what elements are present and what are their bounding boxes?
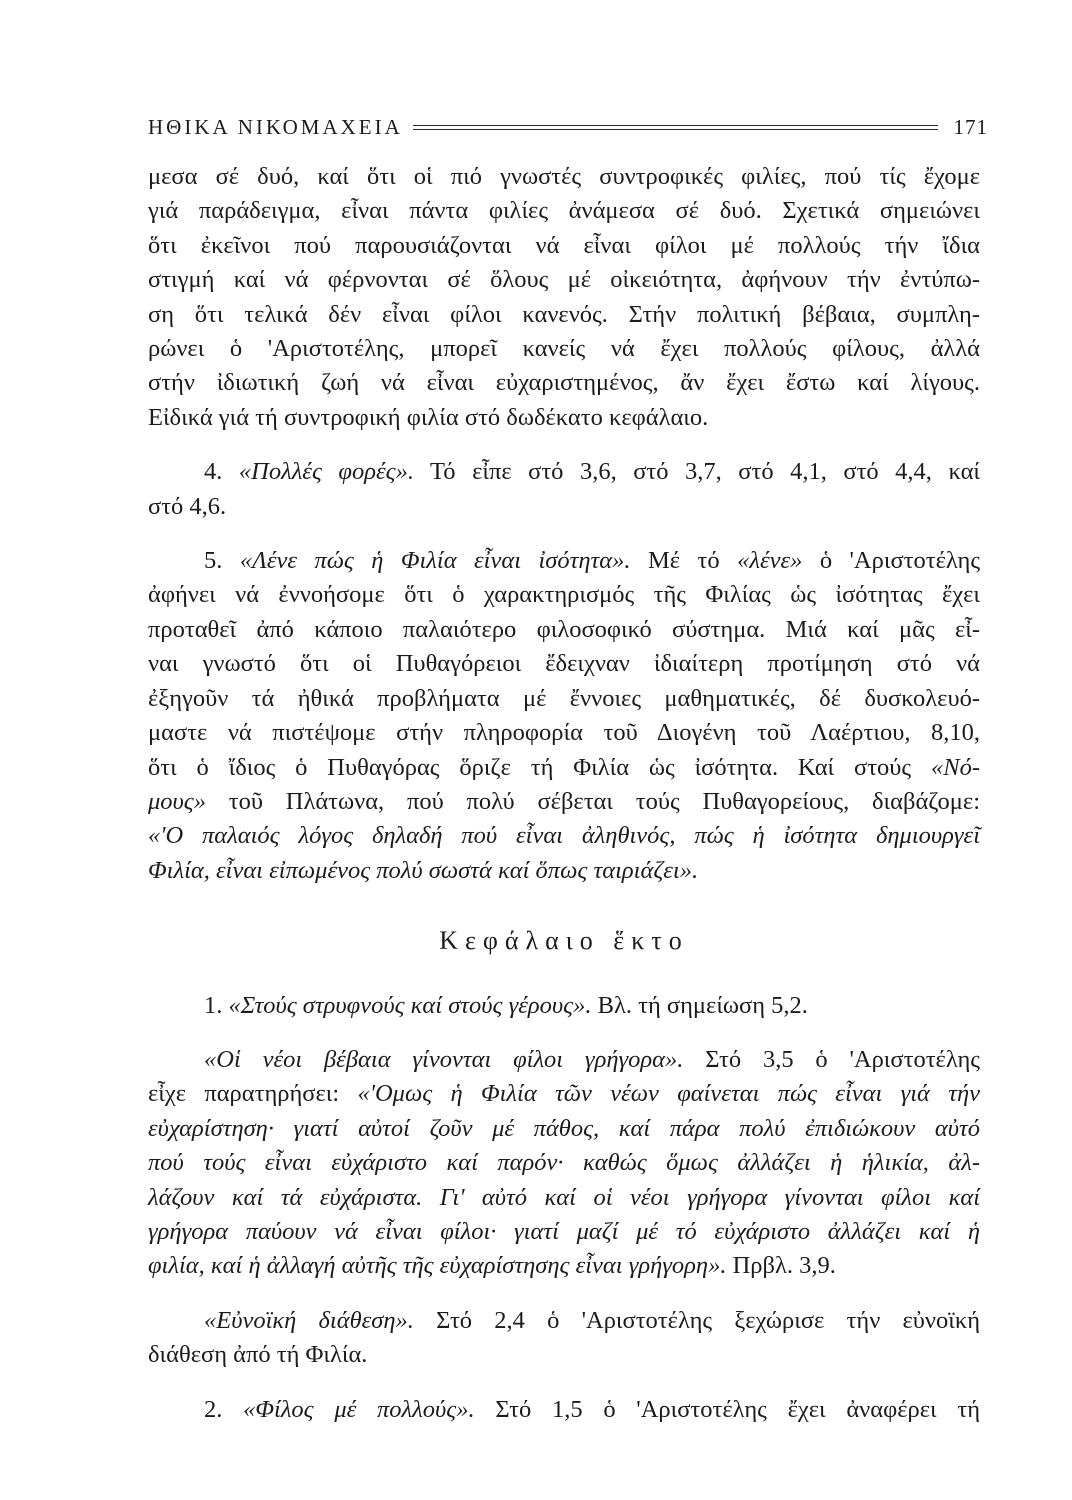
text-line: 4. «Πολλές φορές». Τό εἶπε στό 3,6, στό 3,7, στό 4,1, στό 4,4, καί (204, 458, 980, 486)
text-line: μους» τοῦ Πλάτωνα, πού πολύ σέβεται τούς Πυθαγορείους, διαβάζομε: (148, 787, 980, 815)
text-line: πού τούς εἶναι εὐχάριστο καί παρόν· καθώς ὅμως ἀλλάζει ἡ ἡλικία, ἀλ- (148, 1149, 980, 1177)
note-lemma: «Λένε πώς ἡ Φιλία εἶναι ἰσότητα». (239, 547, 631, 575)
paragraph-continuation (148, 160, 980, 435)
note-5 (148, 544, 980, 888)
text-line: Εἰδικά γιά τή συντροφική φιλία στό δωδέκατο κεφάλαιο. (148, 403, 709, 431)
note-number: 2. (204, 1395, 223, 1423)
note-number: 4. (204, 458, 223, 486)
text-line: γιά παράδειγμα, εἶναι πάντα φιλίες ἀνάμεσα σέ δυό. Σχετικά σημειώνει (148, 197, 980, 225)
text-line: ἀφήνει νά ἐννοήσομε ὅτι ὁ χαρακτηρισμός τῆς Φιλίας ὡς ἰσότητας ἔχει (148, 581, 980, 609)
text-line: Φιλία, εἶναι εἰπωμένος πολύ σωστά καί ὅπως ταιριάζει». (148, 856, 699, 884)
text-line: ρώνει ὁ 'Αριστοτέλης, μπορεῖ κανείς νά ἔχει πολλούς φίλους, ἀλλά (148, 335, 980, 363)
text-line: στιγμή καί νά φέρνονται σέ ὅλους μέ οἰκειότητα, ἀφήνουν τήν ἐντύπω- (148, 266, 980, 294)
text-line: «Οἱ νέοι βέβαια γίνονται φίλοι γρήγορα». Στό 3,5 ὁ 'Αριστοτέλης (204, 1045, 981, 1073)
note-6-1 (148, 989, 980, 1023)
note-lemma: «Στούς στρυφνούς καί στούς γέρους». (228, 991, 592, 1019)
text-line: προταθεῖ ἀπό κάποιο παλαιότερο φιλοσοφικό σύστημα. Μιά καί μᾶς εἶ- (148, 615, 980, 643)
text-line: εἶχε παρατηρήσει: «'Ομως ἡ Φιλία τῶν νέων φαίνεται πώς εἶναι γιά τήν (148, 1080, 981, 1108)
running-title: ΗΘΙΚΑ ΝΙΚΟΜΑΧΕΙΑ (148, 114, 403, 139)
note-6-1-young (148, 1043, 980, 1284)
note-number: 1. (204, 991, 223, 1019)
chapter-heading: Κεφάλαιο ἕκτο (439, 926, 689, 956)
note-number: 5. (204, 547, 223, 575)
text-line: 1. «Στούς στρυφνούς καί στούς γέρους». Βλ. τή σημείωση 5,2. (204, 991, 808, 1019)
running-header (148, 112, 988, 142)
text-line: στό 4,6. (148, 492, 227, 520)
text-line: «'Ο παλαιός λόγος δηλαδή πού εἶναι ἀληθινός, πώς ἡ ἰσότητα δημιουργεῖ (148, 822, 980, 850)
page-number: 171 (953, 114, 988, 139)
note-6-1-goodwill (148, 1304, 980, 1373)
text-line: μαστε νά πιστέψομε στήν πληροφορία τοῦ Διογένη τοῦ Λαέρτιου, 8,10, (148, 719, 980, 747)
text-line: ναι γνωστό ὅτι οἱ Πυθαγόρειοι ἔδειχναν ἰδιαίτερη προτίμηση στό νά (148, 650, 980, 678)
text-line: ση ὅτι τελικά δέν εἶναι φίλοι κανενός. Στήν πολιτική βέβαια, συμπλη- (148, 300, 980, 328)
text-line: «Εὐνοϊκή διάθεση». Στό 2,4 ὁ 'Αριστοτέλης ξεχώρισε τήν εὐνοϊκή (204, 1306, 981, 1334)
text-line: εὐχαρίστηση· γιατί αὐτοί ζοῦν μέ πάθος, καί πάρα πολύ ἐπιδιώκουν αὐτό (148, 1114, 980, 1142)
page-body (148, 160, 980, 1427)
note-4 (148, 455, 980, 524)
text-line: 5. «Λένε πώς ἡ Φιλία εἶναι ἰσότητα». Μέ τό «λένε» ὁ 'Αριστοτέλης (204, 547, 981, 575)
text-line: ὅτι ὁ ἴδιος ὁ Πυθαγόρας ὅριζε τή Φιλία ὡς ἰσότητα. Καί στούς «Νό- (148, 753, 980, 781)
text-line: ἐξηγοῦν τά ἠθικά προβλήματα μέ ἔννοιες μαθηματικές, δέ δυσκολευό- (148, 684, 980, 712)
header-double-rule (413, 125, 938, 130)
text-line: γρήγορα παύουν νά εἶναι φίλοι· γιατί μαζί μέ τό εὐχάριστο ἀλλάζει καί ἡ (148, 1217, 980, 1245)
note-6-2 (148, 1393, 980, 1427)
note-lemma: «Εὐνοϊκή διάθεση». (204, 1306, 414, 1334)
text-line: λάζουν καί τά εὐχάριστα. Γι' αὐτό καί οἱ νέοι γρήγορα γίνονται φίλοι καί (148, 1183, 980, 1211)
note-lemma: «Πολλές φορές». (238, 458, 414, 486)
note-lemma: «Οἱ νέοι βέβαια γίνονται φίλοι γρήγορα». (204, 1045, 684, 1073)
text-line: 2. «Φίλος μέ πολλούς». Στό 1,5 ὁ 'Αριστοτέλης ἔχει ἀναφέρει τή (204, 1395, 981, 1423)
text-line: διάθεση ἀπό τή Φιλία. (148, 1341, 368, 1369)
text-line: στήν ἰδιωτική ζωή νά εἶναι εὐχαριστημένος, ἄν ἔχει ἔστω καί λίγους. (148, 369, 980, 397)
note-lemma: «Φίλος μέ πολλούς». (243, 1395, 475, 1423)
text-line: ὅτι ἐκεῖνοι πού παρουσιάζονται νά εἶναι φίλοι μέ πολλούς τήν ἴδια (148, 231, 980, 259)
text-line: φιλία, καί ἡ ἀλλαγή αὐτῆς τῆς εὐχαρίστησης εἶναι γρήγορη». Πρβλ. 3,9. (148, 1252, 836, 1280)
text-line: μεσα σέ δυό, καί ὅτι οἱ πιό γνωστές συντροφικές φιλίες, πού τίς ἔχομε (148, 163, 980, 190)
